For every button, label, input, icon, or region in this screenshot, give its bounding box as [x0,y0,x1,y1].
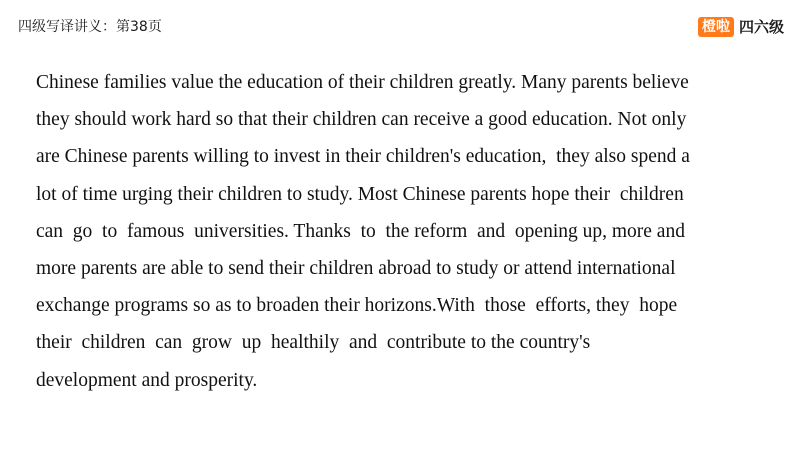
essay-line: their children can grow up healthily and contribute to the country's [36,332,591,354]
brand-level-label: 四六级 [738,18,784,36]
essay-line: are Chinese parents willing to invest in their children's education, they also spend a [36,146,690,168]
essay-line: development and prosperity. [36,369,258,391]
essay-line: can go to famous universities. Thanks to the reform and opening up, more and [36,220,685,242]
essay-line: lot of time urging their children to study. Most Chinese parents hope their children [36,183,684,205]
essay-line: exchange programs so as to broaden their horizons.With those efforts, they hope [36,295,678,317]
essay-line: more parents are able to send their children abroad to study or attend international [36,257,676,279]
page-header [0,0,800,40]
brand-logo: 橙啦 [698,17,734,37]
page-title: 四级写译讲义：第38页 [18,19,162,35]
essay-line: they should work hard so that their children can receive a good education. Not only [36,109,687,131]
essay-paragraph [36,64,766,399]
brand [698,17,784,37]
essay-line: Chinese families value the education of their children greatly. Many parents believe [36,72,689,93]
